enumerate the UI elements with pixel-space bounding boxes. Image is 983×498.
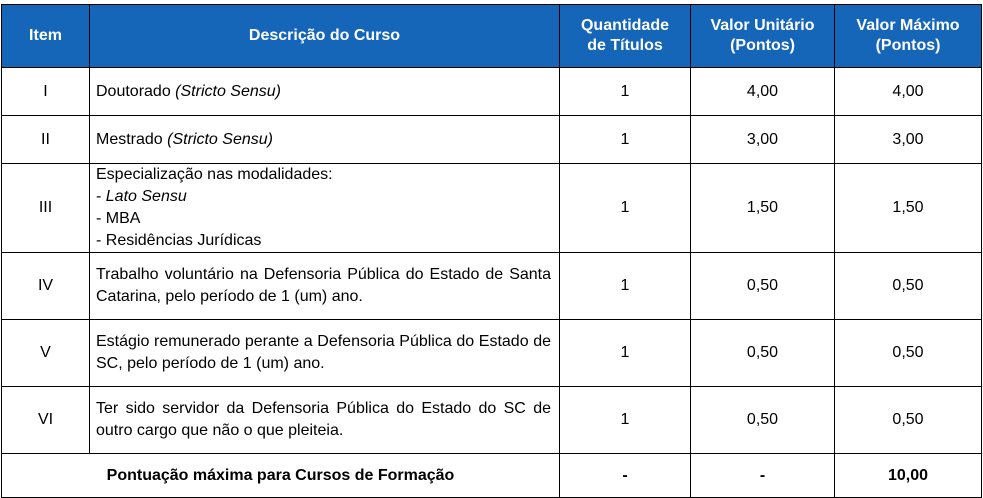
header-quantidade-line1: Quantidade bbox=[580, 17, 669, 34]
descricao-line3: - MBA bbox=[96, 210, 141, 227]
header-quantidade bbox=[560, 5, 691, 68]
descricao-italic: (Stricto Sensu) bbox=[175, 82, 281, 100]
cell-valor-unitario: 1,50 bbox=[691, 164, 835, 253]
cell-descricao: Ter sido servidor da Defensoria Pública do Estado do SC de outro cargo que não o que pleiteia. bbox=[90, 387, 560, 454]
cell-valor-unitario: 3,00 bbox=[691, 116, 835, 164]
header-row bbox=[2, 5, 982, 68]
cell-valor-maximo: 3,00 bbox=[835, 116, 982, 164]
descricao-line2-italic: Lato Sensu bbox=[105, 188, 187, 205]
cell-quantidade: 1 bbox=[560, 253, 691, 320]
cell-quantidade: 1 bbox=[560, 164, 691, 253]
cell-quantidade: 1 bbox=[560, 320, 691, 387]
descricao-line1: Especialização nas modalidades: bbox=[96, 166, 333, 183]
header-valor-maximo-line2: (Pontos) bbox=[875, 37, 941, 54]
cell-valor-unitario: 0,50 bbox=[691, 387, 835, 454]
descricao-line2 bbox=[96, 186, 551, 208]
cell-valor-unitario: 4,00 bbox=[691, 68, 835, 116]
header-valor-unitario-line2: (Pontos) bbox=[730, 37, 795, 54]
total-label: Pontuação máxima para Cursos de Formação bbox=[2, 454, 560, 498]
cell-valor-unitario: 0,50 bbox=[691, 253, 835, 320]
header-valor-unitario-line1: Valor Unitário bbox=[710, 17, 815, 34]
table-row bbox=[2, 387, 982, 454]
table-row bbox=[2, 164, 982, 253]
cell-descricao bbox=[90, 116, 560, 164]
table-row bbox=[2, 320, 982, 387]
table-row bbox=[2, 116, 982, 164]
cell-valor-maximo: 4,00 bbox=[835, 68, 982, 116]
cell-item: II bbox=[2, 116, 90, 164]
cell-quantidade: 1 bbox=[560, 116, 691, 164]
descricao-line2-prefix: - bbox=[96, 188, 106, 205]
header-item: Item bbox=[2, 5, 90, 68]
cell-item: III bbox=[2, 164, 90, 253]
header-valor-unitario bbox=[691, 5, 835, 68]
header-valor-maximo-line1: Valor Máximo bbox=[856, 17, 960, 34]
cell-item: IV bbox=[2, 253, 90, 320]
header-valor-maximo bbox=[835, 5, 982, 68]
cell-quantidade: 1 bbox=[560, 387, 691, 454]
table-header bbox=[2, 5, 982, 68]
cell-descricao bbox=[90, 68, 560, 116]
cell-descricao: Estágio remunerado perante a Defensoria Pública do Estado de SC, pelo período de 1 (um) ano. bbox=[90, 320, 560, 387]
total-valor-unitario: - bbox=[691, 454, 835, 498]
cell-valor-maximo: 0,50 bbox=[835, 387, 982, 454]
cell-valor-maximo: 0,50 bbox=[835, 320, 982, 387]
cell-descricao bbox=[90, 164, 560, 253]
descricao-main: Mestrado bbox=[96, 130, 163, 148]
cell-valor-maximo: 0,50 bbox=[835, 253, 982, 320]
header-quantidade-line2: de Títulos bbox=[587, 37, 663, 54]
cell-descricao: Trabalho voluntário na Defensoria Pública do Estado de Santa Catarina, pelo período de 1 (um) ano. bbox=[90, 253, 560, 320]
table-row bbox=[2, 253, 982, 320]
course-score-table bbox=[1, 4, 982, 498]
cell-quantidade: 1 bbox=[560, 68, 691, 116]
table-row bbox=[2, 68, 982, 116]
cell-item: VI bbox=[2, 387, 90, 454]
header-descricao: Descrição do Curso bbox=[90, 5, 560, 68]
cell-valor-unitario: 0,50 bbox=[691, 320, 835, 387]
total-quantidade: - bbox=[560, 454, 691, 498]
total-valor-maximo: 10,00 bbox=[835, 454, 982, 498]
descricao-line4: - Residências Jurídicas bbox=[96, 232, 262, 249]
cell-item: I bbox=[2, 68, 90, 116]
cell-valor-maximo: 1,50 bbox=[835, 164, 982, 253]
descricao-main: Doutorado bbox=[96, 82, 171, 100]
table-body bbox=[2, 68, 982, 498]
total-row bbox=[2, 454, 982, 498]
cell-item: V bbox=[2, 320, 90, 387]
descricao-italic: (Stricto Sensu) bbox=[167, 130, 273, 148]
